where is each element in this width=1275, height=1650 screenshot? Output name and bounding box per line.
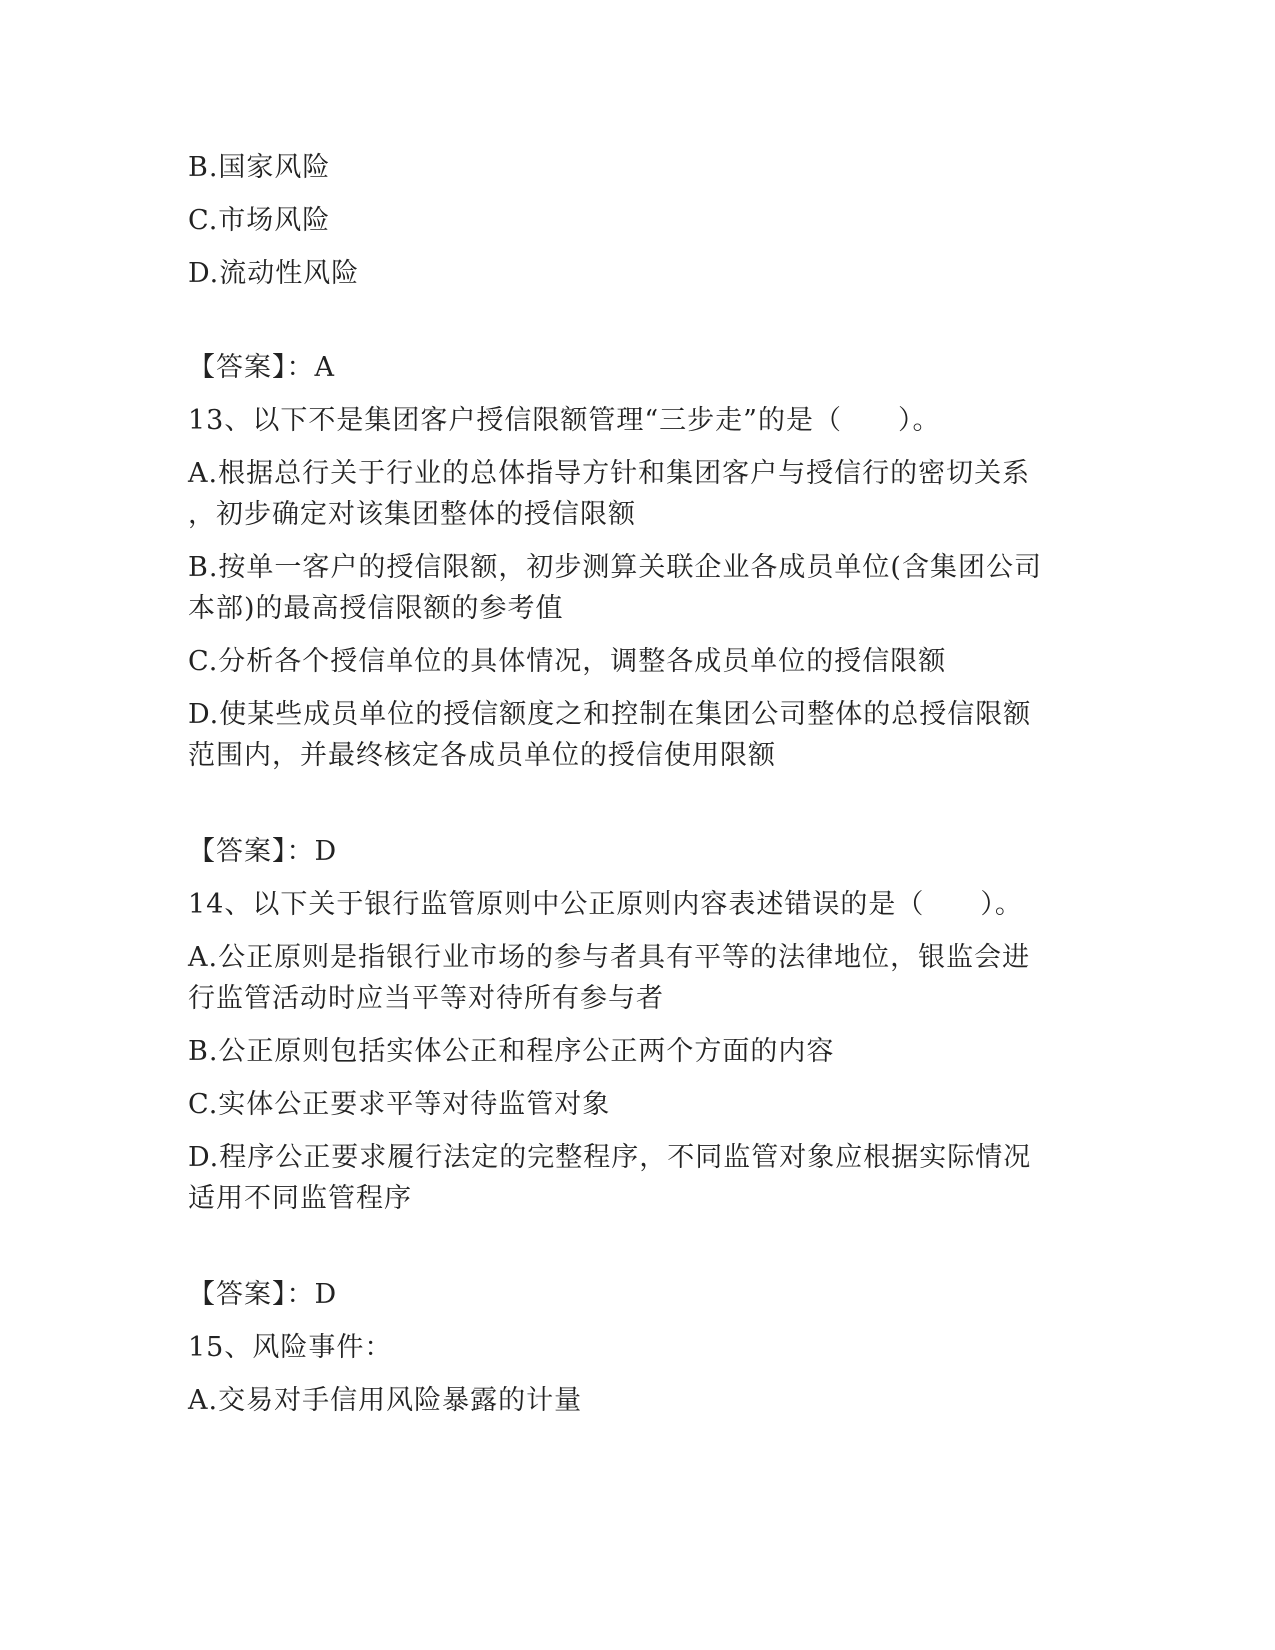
- q14-option-a-line2: 行监管活动时应当平等对待所有参与者: [188, 983, 664, 1014]
- q14-option-d-line1: D.程序公正要求履行法定的完整程序，不同监管对象应根据实际情况: [188, 1142, 1032, 1173]
- q12-option-d: D.流动性风险: [188, 258, 360, 289]
- q13-option-b-line2: 本部)的最高授信限额的参考值: [188, 593, 564, 624]
- q15-option-a: A.交易对手信用风险暴露的计量: [188, 1385, 583, 1416]
- q15-stem: 15、风险事件：: [188, 1332, 393, 1363]
- q14-stem: 14、以下关于银行监管原则中公正原则内容表述错误的是（ ）。: [188, 889, 1023, 920]
- q14-option-b: B.公正原则包括实体公正和程序公正两个方面的内容: [188, 1036, 835, 1067]
- q14-answer: 【答案】：D: [188, 1279, 338, 1310]
- q14-option-a-line1: A.公正原则是指银行业市场的参与者具有平等的法律地位，银监会进: [188, 942, 1031, 973]
- q14-option-d-line2: 适用不同监管程序: [188, 1183, 412, 1214]
- q13-option-a-line2: ，初步确定对该集团整体的授信限额: [188, 499, 636, 530]
- q13-option-c: C.分析各个授信单位的具体情况，调整各成员单位的授信限额: [188, 646, 947, 677]
- q13-option-d-line2: 范围内，并最终核定各成员单位的授信使用限额: [188, 740, 776, 771]
- q12-option-c: C.市场风险: [188, 205, 331, 236]
- q13-option-b-line1: B.按单一客户的授信限额，初步测算关联企业各成员单位(含集团公司: [188, 552, 1042, 583]
- q12-option-b: B.国家风险: [188, 152, 331, 183]
- q13-stem: 13、以下不是集团客户授信限额管理“三步走”的是（ ）。: [188, 405, 941, 436]
- q13-answer: 【答案】：D: [188, 836, 338, 867]
- q13-option-d-line1: D.使某些成员单位的授信额度之和控制在集团公司整体的总授信限额: [188, 699, 1032, 730]
- q12-answer: 【答案】：A: [188, 352, 335, 383]
- q13-option-a-line1: A.根据总行关于行业的总体指导方针和集团客户与授信行的密切关系: [188, 458, 1031, 489]
- q14-option-c: C.实体公正要求平等对待监管对象: [188, 1089, 611, 1120]
